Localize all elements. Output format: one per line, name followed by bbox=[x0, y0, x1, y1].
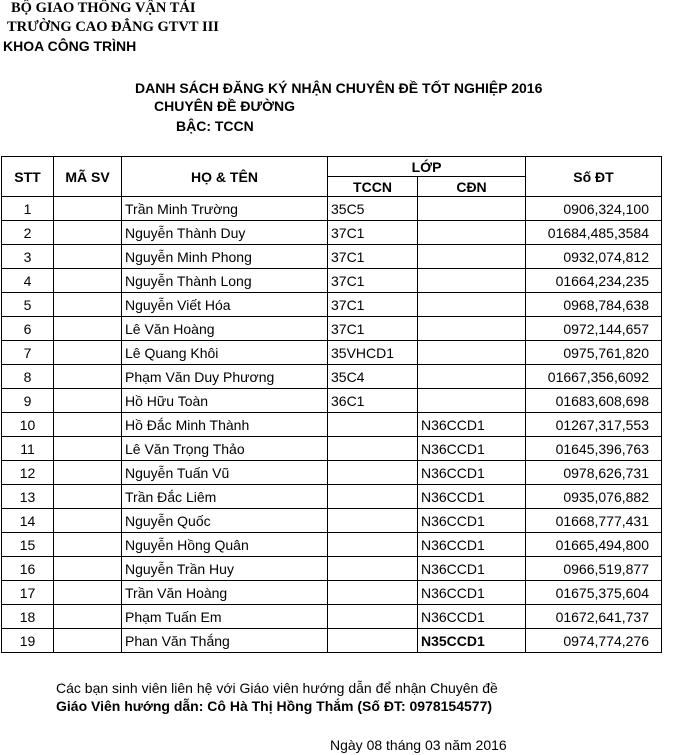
cell-cdn bbox=[418, 197, 526, 221]
cell-tccn bbox=[328, 509, 418, 533]
ministry-name: BỘ GIAO THÔNG VẬN TẢI bbox=[11, 0, 196, 16]
header-cdn: CĐN bbox=[418, 177, 526, 197]
cell-name: Nguyễn Minh Phong bbox=[122, 245, 328, 269]
table-row bbox=[2, 605, 662, 629]
cell-phone: 01664,234,235 bbox=[526, 269, 662, 293]
table-row bbox=[2, 197, 662, 221]
cell-name: Lê Văn Hoàng bbox=[122, 317, 328, 341]
cell-stt: 14 bbox=[2, 509, 54, 533]
cell-tccn: 35C5 bbox=[328, 197, 418, 221]
cell-name: Nguyễn Quốc bbox=[122, 509, 328, 533]
cell-cdn bbox=[418, 293, 526, 317]
cell-tccn bbox=[328, 437, 418, 461]
cell-phone: 0932,074,812 bbox=[526, 245, 662, 269]
document-level: BẬC: TCCN bbox=[176, 118, 254, 134]
cell-ma-sv bbox=[54, 221, 122, 245]
cell-tccn bbox=[328, 629, 418, 653]
cell-phone: 01675,375,604 bbox=[526, 581, 662, 605]
cell-tccn bbox=[328, 413, 418, 437]
table-row bbox=[2, 437, 662, 461]
cell-tccn: 37C1 bbox=[328, 221, 418, 245]
table-row bbox=[2, 461, 662, 485]
table-row bbox=[2, 365, 662, 389]
cell-cdn: N36CCD1 bbox=[418, 581, 526, 605]
header-ho-ten: HỌ & TÊN bbox=[122, 157, 328, 197]
table-row bbox=[2, 413, 662, 437]
cell-ma-sv bbox=[54, 197, 122, 221]
cell-phone: 01667,356,6092 bbox=[526, 365, 662, 389]
cell-ma-sv bbox=[54, 509, 122, 533]
cell-tccn: 37C1 bbox=[328, 317, 418, 341]
table-row bbox=[2, 245, 662, 269]
cell-ma-sv bbox=[54, 485, 122, 509]
table-row bbox=[2, 509, 662, 533]
cell-phone: 0972,144,657 bbox=[526, 317, 662, 341]
cell-name: Hồ Đắc Minh Thành bbox=[122, 413, 328, 437]
cell-stt: 10 bbox=[2, 413, 54, 437]
cell-ma-sv bbox=[54, 605, 122, 629]
table-row bbox=[2, 221, 662, 245]
cell-cdn: N36CCD1 bbox=[418, 533, 526, 557]
table-row bbox=[2, 485, 662, 509]
cell-stt: 19 bbox=[2, 629, 54, 653]
table-row bbox=[2, 389, 662, 413]
cell-cdn bbox=[418, 317, 526, 341]
cell-name: Lê Quang Khôi bbox=[122, 341, 328, 365]
cell-cdn bbox=[418, 245, 526, 269]
cell-tccn: 36C1 bbox=[328, 389, 418, 413]
table-header bbox=[2, 157, 662, 197]
cell-stt: 6 bbox=[2, 317, 54, 341]
document-subject: CHUYÊN ĐỀ ĐƯỜNG bbox=[154, 98, 296, 114]
cell-name: Lê Văn Trọng Thảo bbox=[122, 437, 328, 461]
cell-ma-sv bbox=[54, 629, 122, 653]
table-row bbox=[2, 629, 662, 653]
cell-name: Nguyễn Thành Long bbox=[122, 269, 328, 293]
cell-name: Nguyễn Hồng Quân bbox=[122, 533, 328, 557]
cell-ma-sv bbox=[54, 413, 122, 437]
cell-name: Trần Đắc Liêm bbox=[122, 485, 328, 509]
cell-cdn bbox=[418, 221, 526, 245]
cell-stt: 15 bbox=[2, 533, 54, 557]
cell-name: Nguyễn Trần Huy bbox=[122, 557, 328, 581]
table-row bbox=[2, 533, 662, 557]
cell-name: Phạm Văn Duy Phương bbox=[122, 365, 328, 389]
cell-tccn: 37C1 bbox=[328, 245, 418, 269]
cell-stt: 8 bbox=[2, 365, 54, 389]
cell-name: Nguyễn Tuấn Vũ bbox=[122, 461, 328, 485]
cell-ma-sv bbox=[54, 389, 122, 413]
cell-name: Nguyễn Thành Duy bbox=[122, 221, 328, 245]
table-body bbox=[2, 197, 662, 653]
header-stt: STT bbox=[2, 157, 54, 197]
cell-phone: 0974,774,276 bbox=[526, 629, 662, 653]
cell-cdn: N36CCD1 bbox=[418, 461, 526, 485]
cell-phone: 01684,485,3584 bbox=[526, 221, 662, 245]
cell-ma-sv bbox=[54, 245, 122, 269]
student-table bbox=[1, 156, 662, 653]
cell-tccn: 35C4 bbox=[328, 365, 418, 389]
organization-header bbox=[3, 0, 303, 57]
cell-phone: 01665,494,800 bbox=[526, 533, 662, 557]
cell-cdn: N36CCD1 bbox=[418, 605, 526, 629]
cell-phone: 01645,396,763 bbox=[526, 437, 662, 461]
cell-stt: 16 bbox=[2, 557, 54, 581]
cell-stt: 1 bbox=[2, 197, 54, 221]
cell-cdn: N36CCD1 bbox=[418, 437, 526, 461]
cell-ma-sv bbox=[54, 341, 122, 365]
cell-phone: 0906,324,100 bbox=[526, 197, 662, 221]
school-name: TRƯỜNG CAO ĐẲNG GTVT III bbox=[7, 19, 219, 35]
document-title: DANH SÁCH ĐĂNG KÝ NHẬN CHUYÊN ĐỀ TỐT NGHIỆP 2016 bbox=[135, 80, 543, 96]
cell-ma-sv bbox=[54, 365, 122, 389]
cell-cdn: N35CCD1 bbox=[418, 629, 526, 653]
cell-phone: 01683,608,698 bbox=[526, 389, 662, 413]
table-row bbox=[2, 557, 662, 581]
footer-note: Các bạn sinh viên liên hệ với Giáo viên hướng dẫn để nhận Chuyên đề bbox=[56, 680, 498, 696]
cell-name: Trần Minh Trường bbox=[122, 197, 328, 221]
cell-name: Phan Văn Thắng bbox=[122, 629, 328, 653]
cell-tccn bbox=[328, 557, 418, 581]
cell-stt: 2 bbox=[2, 221, 54, 245]
table-row bbox=[2, 269, 662, 293]
cell-cdn: N36CCD1 bbox=[418, 413, 526, 437]
cell-ma-sv bbox=[54, 461, 122, 485]
cell-stt: 17 bbox=[2, 581, 54, 605]
cell-tccn: 35VHCD1 bbox=[328, 341, 418, 365]
cell-tccn: 37C1 bbox=[328, 269, 418, 293]
cell-stt: 9 bbox=[2, 389, 54, 413]
cell-tccn bbox=[328, 605, 418, 629]
cell-cdn bbox=[418, 341, 526, 365]
cell-stt: 12 bbox=[2, 461, 54, 485]
footer-date: Ngày 08 tháng 03 năm 2016 bbox=[330, 737, 507, 753]
cell-tccn bbox=[328, 461, 418, 485]
cell-stt: 5 bbox=[2, 293, 54, 317]
header-ma-sv: MÃ SV bbox=[54, 157, 122, 197]
cell-tccn bbox=[328, 581, 418, 605]
table-row bbox=[2, 581, 662, 605]
table-row bbox=[2, 341, 662, 365]
cell-stt: 13 bbox=[2, 485, 54, 509]
cell-phone: 01267,317,553 bbox=[526, 413, 662, 437]
table-row bbox=[2, 293, 662, 317]
cell-phone: 0935,076,882 bbox=[526, 485, 662, 509]
cell-ma-sv bbox=[54, 557, 122, 581]
cell-ma-sv bbox=[54, 533, 122, 557]
cell-tccn bbox=[328, 533, 418, 557]
cell-cdn: N36CCD1 bbox=[418, 485, 526, 509]
cell-phone: 0978,626,731 bbox=[526, 461, 662, 485]
header-lop: LỚP bbox=[328, 157, 526, 177]
cell-phone: 0966,519,877 bbox=[526, 557, 662, 581]
cell-name: Trần Văn Hoàng bbox=[122, 581, 328, 605]
cell-stt: 3 bbox=[2, 245, 54, 269]
cell-name: Phạm Tuấn Em bbox=[122, 605, 328, 629]
cell-phone: 0968,784,638 bbox=[526, 293, 662, 317]
cell-name: Hồ Hữu Toàn bbox=[122, 389, 328, 413]
cell-cdn bbox=[418, 389, 526, 413]
cell-ma-sv bbox=[54, 581, 122, 605]
header-so-dt: Số ĐT bbox=[526, 157, 662, 197]
faculty-name: KHOA CÔNG TRÌNH bbox=[3, 38, 137, 54]
cell-cdn: N36CCD1 bbox=[418, 509, 526, 533]
cell-phone: 01668,777,431 bbox=[526, 509, 662, 533]
cell-tccn: 37C1 bbox=[328, 293, 418, 317]
cell-ma-sv bbox=[54, 269, 122, 293]
cell-cdn bbox=[418, 365, 526, 389]
cell-cdn: N36CCD1 bbox=[418, 557, 526, 581]
cell-name: Nguyễn Viết Hóa bbox=[122, 293, 328, 317]
cell-ma-sv bbox=[54, 317, 122, 341]
cell-cdn bbox=[418, 269, 526, 293]
cell-tccn bbox=[328, 485, 418, 509]
table-row bbox=[2, 317, 662, 341]
cell-stt: 18 bbox=[2, 605, 54, 629]
cell-ma-sv bbox=[54, 437, 122, 461]
cell-phone: 01672,641,737 bbox=[526, 605, 662, 629]
cell-stt: 4 bbox=[2, 269, 54, 293]
footer-instructor: Giáo Viên hướng dẫn: Cô Hà Thị Hồng Thắm (Số ĐT: 0978154577) bbox=[56, 698, 493, 714]
header-tccn: TCCN bbox=[328, 177, 418, 197]
cell-ma-sv bbox=[54, 293, 122, 317]
cell-phone: 0975,761,820 bbox=[526, 341, 662, 365]
cell-stt: 7 bbox=[2, 341, 54, 365]
cell-stt: 11 bbox=[2, 437, 54, 461]
